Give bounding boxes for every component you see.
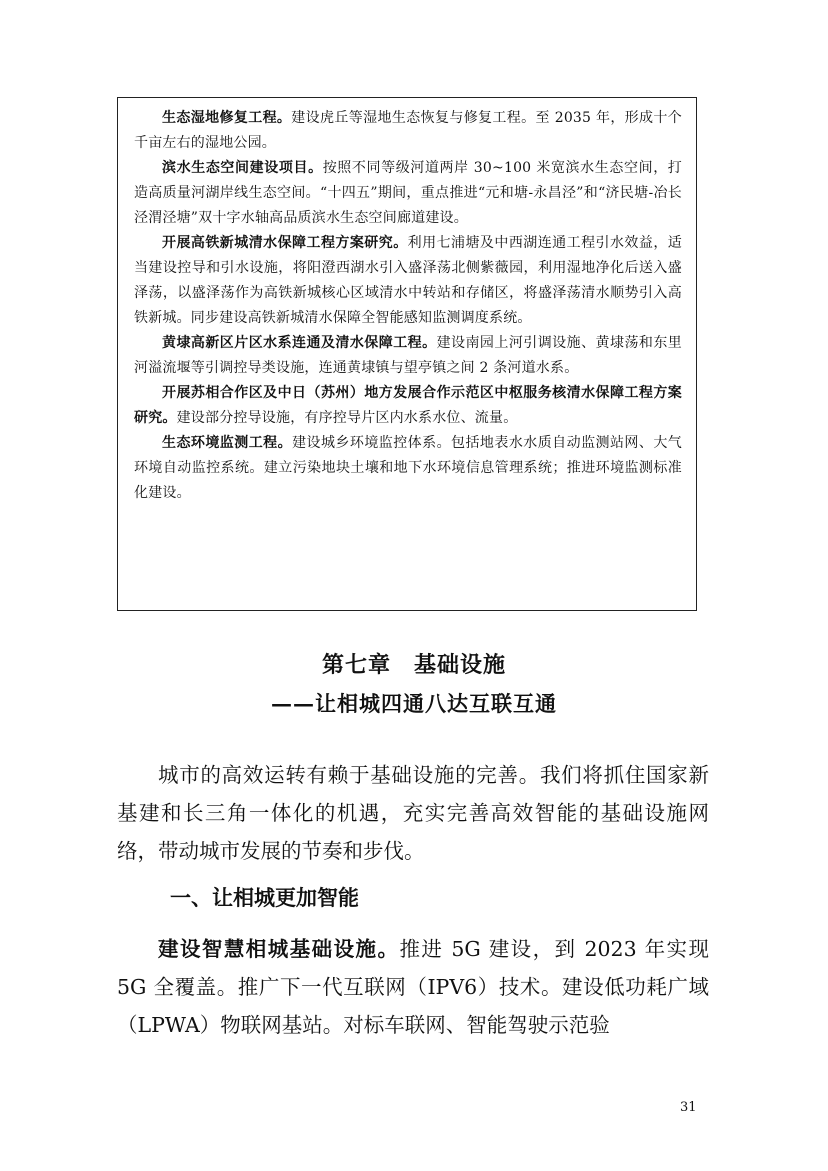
box-paragraph-monitoring xyxy=(134,431,682,506)
paragraph-lead: 建设智慧相城基础设施。 xyxy=(158,937,400,961)
paragraph-text: 建设城乡环境监控体系。包括地表水水质自动监测站网、大气环境自动监控系统。建立污染地块土壤和地下水环境信息管理系统；推进环境监测标准化建设。 xyxy=(134,435,682,501)
paragraph-text: 利用七浦塘及中西湖连通工程引水效益，适当建设控导和引水设施，将阳澄西湖水引入盛泽荡北侧紫薇园，利用湿地净化后送入盛泽荡，以盛泽荡作为高铁新城核心区域清水中转站和存储区，将盛泽荡清水顺势引入高铁新城。同步建设高铁新城清水保障全智能感知监测调度系统。 xyxy=(134,235,682,326)
paragraph-lead: 生态湿地修复工程。 xyxy=(162,110,292,126)
box-paragraph-huangdai xyxy=(134,331,682,381)
intro-paragraph: 城市的高效运转有赖于基础设施的完善。我们将抓住国家新基建和长三角一体化的机遇，充实完善高效智能的基础设施网络，带动城市发展的节奏和步伐。 xyxy=(117,763,709,863)
section-heading: 一、让相城更加智能 xyxy=(170,886,359,910)
page-number: 31 xyxy=(680,1100,697,1115)
box-paragraph-wetland xyxy=(134,106,682,156)
project-list-box xyxy=(117,97,697,611)
paragraph-lead: 开展苏相合作区及中日（苏州）地方发展合作示范区中枢服务核清水保障工程方案研究。 xyxy=(134,385,682,426)
paragraph-text: 建设虎丘等湿地生态恢复与修复工程。至 2035 年，形成十个千亩左右的湿地公园。 xyxy=(134,110,682,151)
section-paragraph xyxy=(117,930,709,1044)
paragraph-lead: 黄埭高新区片区水系连通及清水保障工程。 xyxy=(162,335,437,351)
paragraph-text: 按照不同等级河道两岸 30~100 米宽滨水生态空间，打造高质量河湖岸线生态空间。“十四五”期间，重点推进“元和塘-永昌泾”和“济民塘-冶长泾渭泾塘”双十字水轴高品质滨水生态空间廊道建设。 xyxy=(134,160,682,226)
paragraph-lead: 滨水生态空间建设项目。 xyxy=(162,160,323,176)
paragraph-text: 建设南园上河引调设施、黄埭荡和东里河溢流堰等引调控导类设施，连通黄埭镇与望亭镇之间 2 条河道水系。 xyxy=(134,335,682,376)
box-paragraph-hsr-newtown xyxy=(134,231,682,331)
paragraph-lead: 生态环境监测工程。 xyxy=(162,435,293,451)
paragraph-text: 推进 5G 建设，到 2023 年实现 5G 全覆盖。推广下一代互联网（IPV6）技术。建设低功耗广域（LPWA）物联网基站。对标车联网、智能驾驶示范验 xyxy=(117,937,710,1037)
box-paragraph-suxiang xyxy=(134,381,682,431)
box-paragraph-waterfront xyxy=(134,156,682,231)
chapter-subtitle: ——让相城四通八达互联互通 xyxy=(271,691,557,716)
chapter-title: 第七章 基础设施 xyxy=(321,653,506,678)
paragraph-lead: 开展高铁新城清水保障工程方案研究。 xyxy=(162,235,408,251)
paragraph-text: 建设部分控导设施，有序控导片区内水系水位、流量。 xyxy=(176,410,518,426)
